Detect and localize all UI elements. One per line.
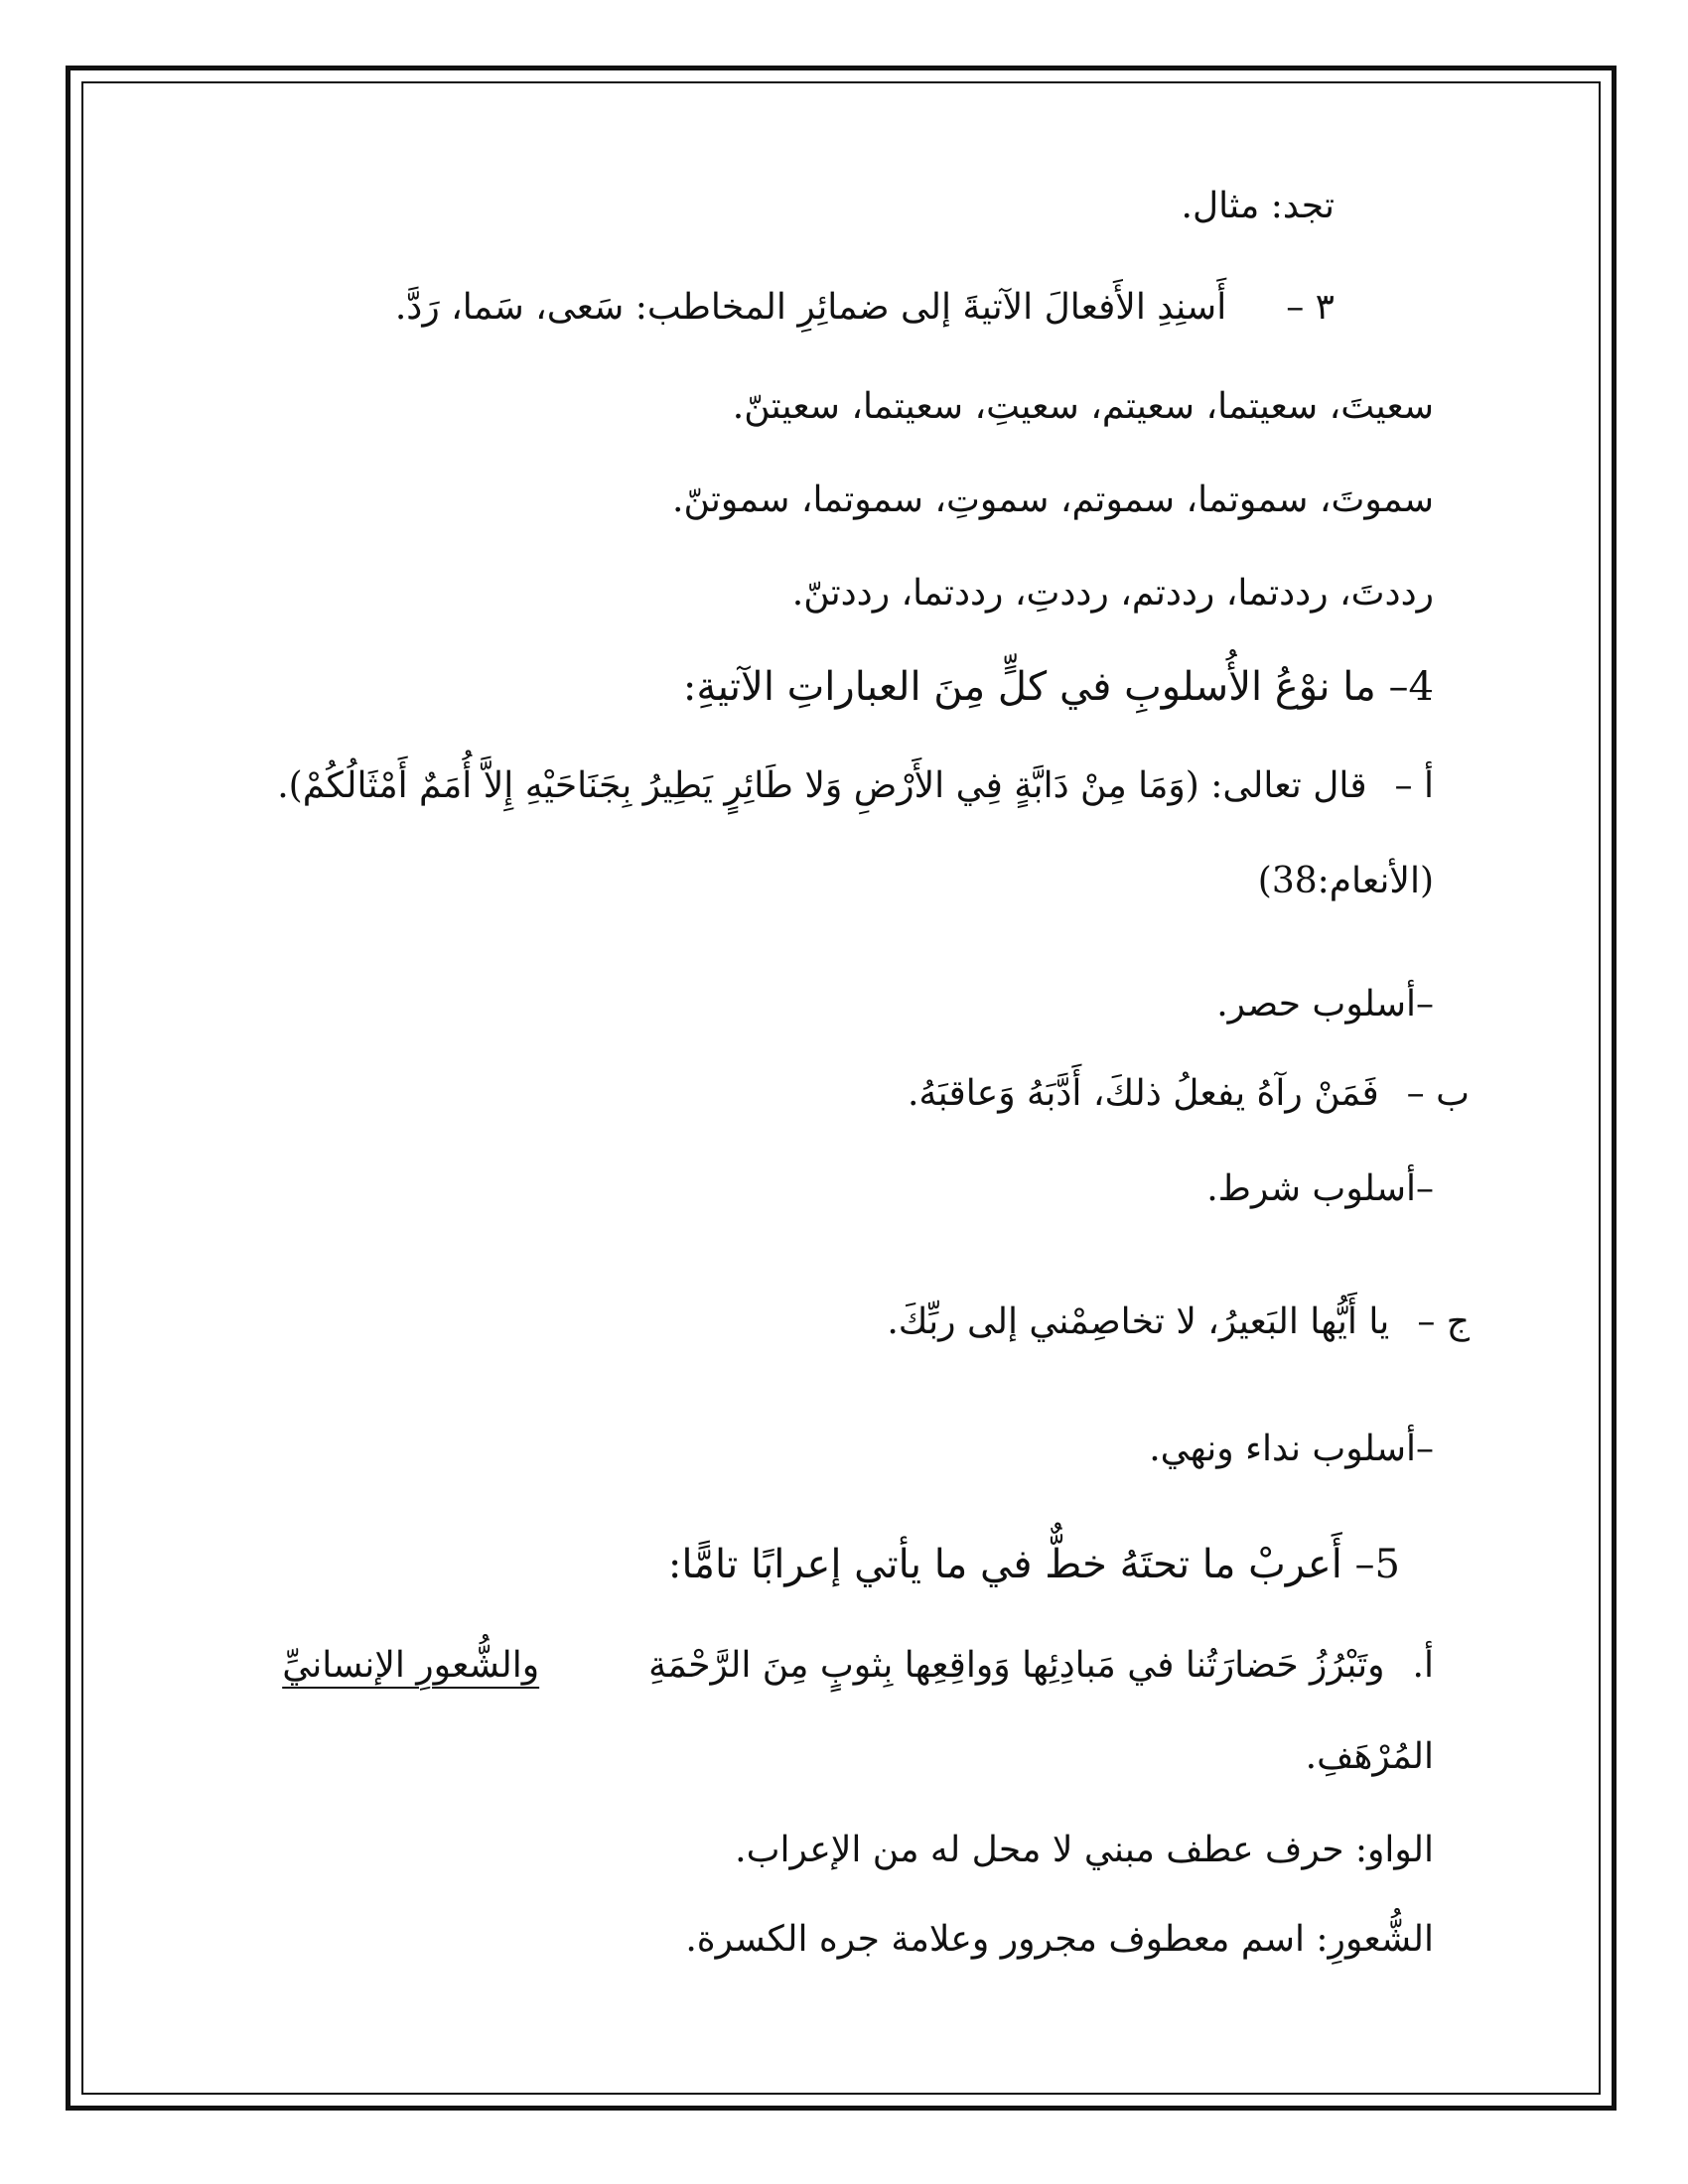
item-a-text: قال تعالى: (وَمَا مِنْ دَابَّةٍ فِي الأَرْضِ وَلا طَائِرٍ يَطِيرُ بِجَنَاحَيْهِ إِلاَّ أُمَمٌ أَمْثَالُكُمْ). bbox=[277, 765, 1367, 806]
answer-line-sama: سموتَ، سموتما، سموتم، سموتِ، سموتما، سموتنّ. bbox=[672, 479, 1434, 520]
sentence-1-label: أ. bbox=[1412, 1645, 1434, 1686]
sentence-1-text: وتَبْرُزُ حَضارَتُنا في مَبادِئِها وَواقِعِها بِثوبٍ مِنَ الرَّحْمَةِ bbox=[648, 1645, 1385, 1686]
item-a-reference: (الأنعام:38) bbox=[1257, 861, 1434, 901]
item-b bbox=[908, 1066, 1470, 1122]
item-c bbox=[887, 1295, 1470, 1350]
item-b-text: فَمَنْ رآهُ يفعلُ ذلكَ، أَدَّبَهُ وَعاقبَهُ. bbox=[907, 1073, 1379, 1114]
sentence-1-continuation: المُرْهَفِ. bbox=[1305, 1736, 1434, 1777]
question-3-text: أَسنِدِ الأَفعالَ الآتيةَ إلى ضمائِرِ المخاطب: سَعى، سَما، رَدَّ. bbox=[394, 287, 1227, 328]
item-c-label: ج – bbox=[1417, 1301, 1470, 1342]
item-b-label: ب – bbox=[1406, 1073, 1470, 1114]
question-4: 4– ما نوْعُ الأُسلوبِ في كلٍّ مِنَ العباراتِ الآتيةِ: bbox=[682, 664, 1434, 710]
sentence-1-underlined: والشُّعورِ الإنسانيِّ bbox=[282, 1645, 540, 1686]
intro-line: تجد: مثال. bbox=[1181, 186, 1335, 226]
item-c-answer: –أسلوب نداء ونهي. bbox=[1149, 1429, 1434, 1469]
parsing-shuur: الشُّعورِ: اسم معطوف مجرور وعلامة جره الكسرة. bbox=[685, 1919, 1434, 1960]
item-a-answer: –أسلوب حصر. bbox=[1216, 984, 1434, 1024]
answer-line-radda: رددتَ، رددتما، رددتم، رددتِ، رددتما، رددتنّ. bbox=[791, 573, 1434, 614]
item-a-label: أ – bbox=[1394, 765, 1434, 806]
question-3-number: ٣ – bbox=[1286, 287, 1335, 328]
item-a bbox=[277, 758, 1434, 814]
question-5: 5– أَعربْ ما تحتَهُ خطٌّ في ما يأتي إعرابًا تامًّا: bbox=[667, 1542, 1400, 1587]
answer-line-sa: سعيتَ، سعيتما، سعيتم، سعيتِ، سعيتما، سعيتنّ. bbox=[732, 386, 1434, 427]
parsing-waw: الواو: حرف عطف مبني لا محل له من الإعراب. bbox=[735, 1830, 1434, 1870]
question-3 bbox=[395, 280, 1335, 336]
item-c-text: يا أَيُّها البَعيرُ، لا تخاصِمْني إلى ربِّكَ. bbox=[887, 1301, 1390, 1342]
sentence-1 bbox=[282, 1638, 1434, 1694]
item-b-answer: –أسلوب شرط. bbox=[1206, 1168, 1434, 1209]
